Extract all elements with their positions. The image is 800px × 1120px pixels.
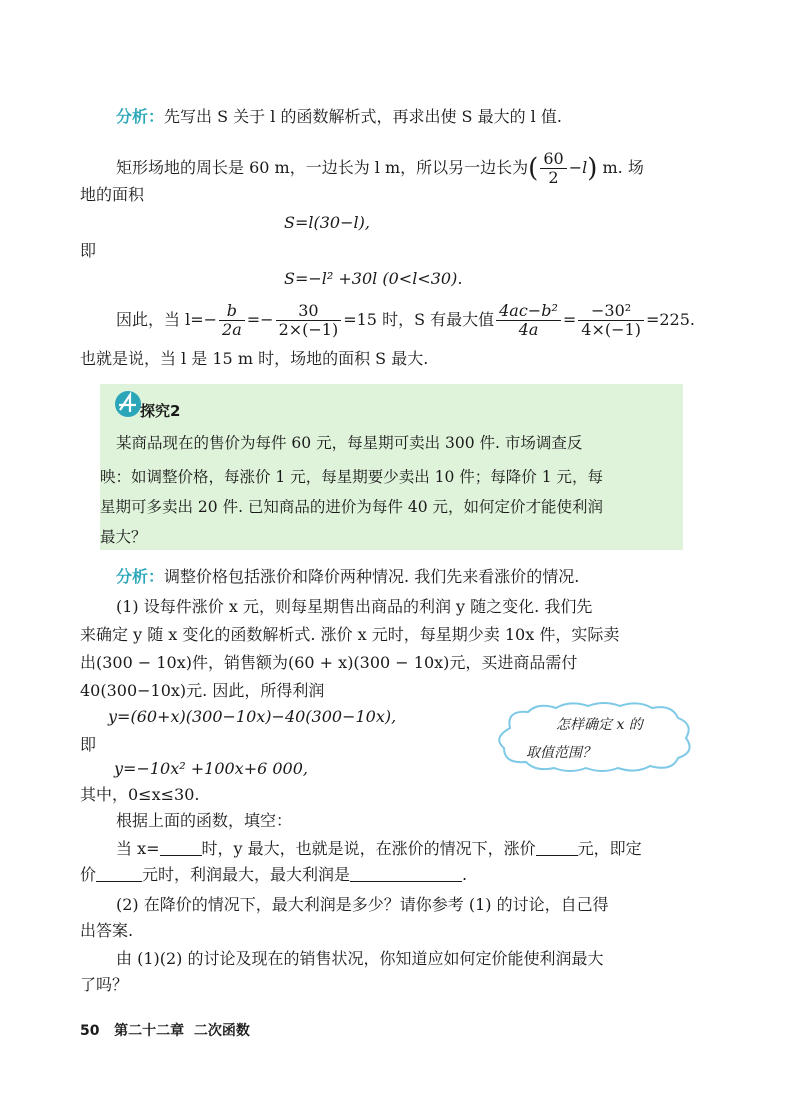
part2-line-1: (2) 在降价的情况下，最大利润是多少？请你参考 (1) 的讨论，自己得 xyxy=(116,895,609,914)
part1-line-1: (1) 设每件涨价 x 元，则每星期售出商品的利润 y 随之变化. 我们先 xyxy=(116,597,593,616)
cloud-text-1: 怎样确定 x 的 xyxy=(556,717,643,733)
page-footer xyxy=(80,1020,250,1040)
ji-label-1: 即 xyxy=(80,241,97,260)
analysis-line-2 xyxy=(116,566,579,588)
chapter-title: 二次函数 xyxy=(193,1023,250,1039)
fraction-max-value: $\frac{\text{−30²}}{4\times(-1)}$ xyxy=(578,302,644,339)
fill-line-1: 当 x= 时，y 最大，也就是说，在涨价的情况下，涨价 元，即定 xyxy=(116,839,642,858)
perimeter-text-end: m. 场 xyxy=(602,158,644,177)
fraction-60-over-2: $\frac{60}{2}$ xyxy=(540,150,566,187)
part1-line-4: 40(300−10x)元. 因此，所得利润 xyxy=(80,681,325,700)
chapter-label: 第二十二章 xyxy=(114,1023,185,1039)
part2-line-2: 出答案. xyxy=(80,921,134,940)
analysis-label-2: 分析： xyxy=(116,567,165,586)
range-line: 其中，0≤x≤30. xyxy=(80,785,200,804)
conclusion-line-1: 由 (1)(2) 的讨论及现在的销售状况，你知道应如何定价能使利润最大 xyxy=(116,949,604,968)
analysis-text: 先写出 S 关于 l 的函数解析式，再求出使 S 最大的 l 值. xyxy=(164,107,562,126)
perimeter-minus-l: −l xyxy=(568,158,588,177)
perimeter-text: 矩形场地的周长是 60 m，一边长为 l m，所以另一边长为 xyxy=(116,158,529,177)
fill-line-2: 价 元时，利润最大，最大利润是 . xyxy=(80,865,468,884)
page-number: 50 xyxy=(80,1023,100,1039)
fraction-max-formula: $\frac{\text{4ac−b²}}{4a}$ xyxy=(496,302,561,339)
analysis-label: 分析： xyxy=(116,107,165,126)
part1-line-2: 来确定 y 随 x 变化的函数解析式. 涨价 x 元时，每星期少卖 10x 件，实际卖 xyxy=(80,625,620,644)
explore-icon xyxy=(114,390,142,418)
blank-price[interactable] xyxy=(96,865,142,882)
explore-line-2: 映：如调整价格，每涨价 1 元，每星期要少卖出 10 件；每降价 1 元，每 xyxy=(100,468,604,486)
equation-profit-expanded: y=−10x² +100x+6 000, xyxy=(114,759,308,778)
explore-title: 探究2 xyxy=(140,402,181,420)
analysis-text-2: 调整价格包括涨价和降价两种情况. 我们先来看涨价的情况. xyxy=(164,567,580,586)
conclusion-area: 也就是说，当 l 是 15 m 时，场地的面积 S 最大. xyxy=(80,349,429,368)
area-intro: 地的面积 xyxy=(80,185,145,204)
blank-x-value[interactable] xyxy=(160,839,202,856)
analysis-line xyxy=(116,106,562,128)
fill-intro: 根据上面的函数，填空： xyxy=(116,811,293,830)
fraction-b-over-2a: $\frac{b}{2a}$ xyxy=(219,302,245,339)
perimeter-line: 矩形场地的周长是 60 m，一边长为 l m，所以另一边长为( $\frac{60}{2}$ −l) m. 场 xyxy=(116,149,644,187)
cloud-text-2: 取值范围？ xyxy=(526,745,596,761)
explore-line-1: 某商品现在的售价为每件 60 元，每星期可卖出 300 件. 市场调查反 xyxy=(116,434,583,452)
explore-line-4: 最大？ xyxy=(100,528,147,546)
explore-line-3: 星期可多卖出 20 件. 已知商品的进价为每件 40 元，如何定价才能使利润 xyxy=(100,498,604,516)
equation-area-expanded: S=−l² +30l (0<l<30). xyxy=(284,269,463,288)
equation-profit: y=(60+x)(300−10x)−40(300−10x), xyxy=(108,707,397,726)
blank-max-profit[interactable] xyxy=(350,865,462,882)
part1-line-3: 出(300 − 10x)件，销售额为(60 + x)(300 − 10x)元，买进商品需付 xyxy=(80,653,578,672)
conclusion-line-2: 了吗？ xyxy=(80,975,129,994)
thought-cloud xyxy=(490,700,698,774)
equation-area: S=l(30−l), xyxy=(284,213,370,232)
fraction-30-over-2x-1: $\frac{30}{2\times(-1)}$ xyxy=(276,302,342,339)
ji-label-2: 即 xyxy=(80,735,97,754)
max-value-line: 因此，当 l=− $\frac{b}{2a}$ =− $\frac{30}{2\times(-1)}$ =15 时，S 有最大值 $\frac{\text{4ac−b²}}{4a}$ = $\frac{\text{−30²}}{4\times(-1)}$ =225. xyxy=(116,301,695,339)
blank-price-increase[interactable] xyxy=(536,839,578,856)
